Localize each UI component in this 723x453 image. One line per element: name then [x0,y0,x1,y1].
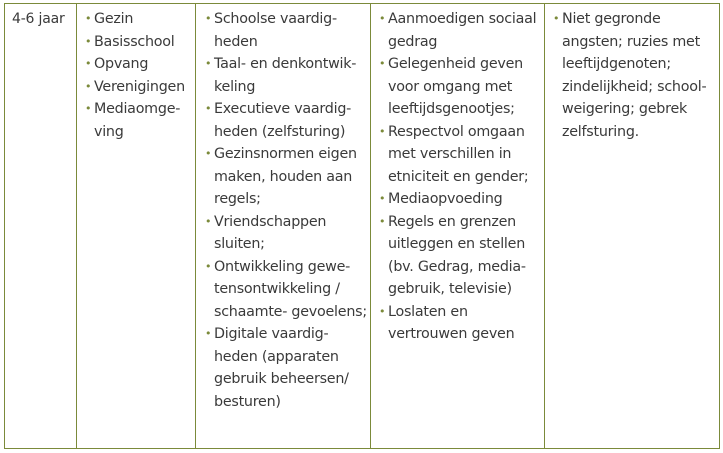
development-item-line: schaamte- gevoelens; [214,303,367,320]
development-item [205,98,370,143]
parenting-item-line: gebruik, televisie) [388,281,512,297]
development-item-line: keling [214,78,256,95]
parenting-item-line: • Mediaopvoeding [388,191,503,207]
problems-item [553,8,721,143]
parenting-item [379,53,544,121]
context-item-line: ving [94,123,124,140]
context-item [85,76,195,99]
development-item-line: • Gezinsnormen eigen [214,146,357,162]
context-item [85,53,195,76]
development-item [205,323,370,413]
age-column [5,4,77,448]
development-item [205,53,370,98]
problems-column [545,4,721,448]
context-item [85,8,195,31]
development-item-line: • Digitale vaardig- [214,326,329,342]
development-item [205,211,370,256]
context-item-line: • Mediaomge- [94,101,181,117]
context-list [85,8,195,143]
parenting-column [371,4,545,448]
problems-item-line: angsten; ruzies met [562,33,700,50]
development-item-line: maken, houden aan [214,168,353,185]
development-item-line: • Ontwikkeling gewe- [214,258,351,275]
parenting-item-line: (bv. Gedrag, media- [388,258,526,275]
problems-item-line: • Niet gegronde [562,11,661,27]
development-item-line: • Schoolse vaardig- [214,11,337,27]
parenting-item-line: voor omgang met [388,78,513,95]
problems-list [553,8,721,143]
development-list [205,8,370,413]
parenting-item-line: gedrag [388,33,438,50]
development-item [205,8,370,53]
development-item-line: heden [214,33,258,50]
parenting-item-line: • Respectvol omgaan [388,123,525,140]
problems-item-line: leeftijdgenoten; [562,56,671,72]
context-item [85,98,195,143]
development-item-line: regels; [214,191,261,207]
problems-item-line: weigering; gebrek [562,101,688,117]
problems-item-line: zindelijkheid; school- [562,78,707,95]
parenting-item [379,121,544,189]
context-item [85,31,195,54]
parenting-item [379,211,544,301]
development-item-line: sluiten; [214,236,265,252]
context-item-line: • Basisschool [94,33,175,50]
parenting-item-line: met verschillen in [388,146,512,162]
development-item-line: • Executieve vaardig- [214,101,352,117]
context-item-line: • Gezin [94,11,134,27]
parenting-item [379,188,544,211]
parenting-item-line: • Aanmoedigen sociaal [388,11,537,27]
parenting-item-line: etniciteit en gender; [388,168,529,185]
parenting-item-line: • Gelegenheid geven [388,56,523,72]
development-item-line: tensontwikkeling / [214,281,340,297]
development-item-line: • Vriendschappen [214,213,327,230]
context-item-line: • Opvang [94,56,149,72]
parenting-item-line: leeftijdsgenootjes; [388,101,515,117]
development-item [205,143,370,211]
development-item-line: heden (apparaten [214,348,339,365]
parenting-item-line: vertrouwen geven [388,326,515,342]
problems-item-line: zelfsturing. [562,123,639,140]
development-item [205,256,370,324]
development-item-line: gebruik beheersen/ [214,371,349,387]
parenting-item-line: • Regels en grenzen [388,213,516,230]
parenting-item [379,8,544,53]
development-item-line: • Taal- en denkontwik- [214,56,357,72]
development-item-line: besturen) [214,393,281,410]
development-item-line: heden (zelfsturing) [214,123,346,140]
development-column [196,4,371,448]
development-table [4,3,720,449]
parenting-item-line: uitleggen en stellen [388,236,526,252]
parenting-item-line: • Loslaten en [388,303,468,320]
context-column [77,4,196,448]
age-group-label: 4-6 jaar [12,11,65,27]
parenting-list [379,8,544,346]
parenting-item [379,301,544,346]
context-item-line: • Verenigingen [94,78,185,95]
